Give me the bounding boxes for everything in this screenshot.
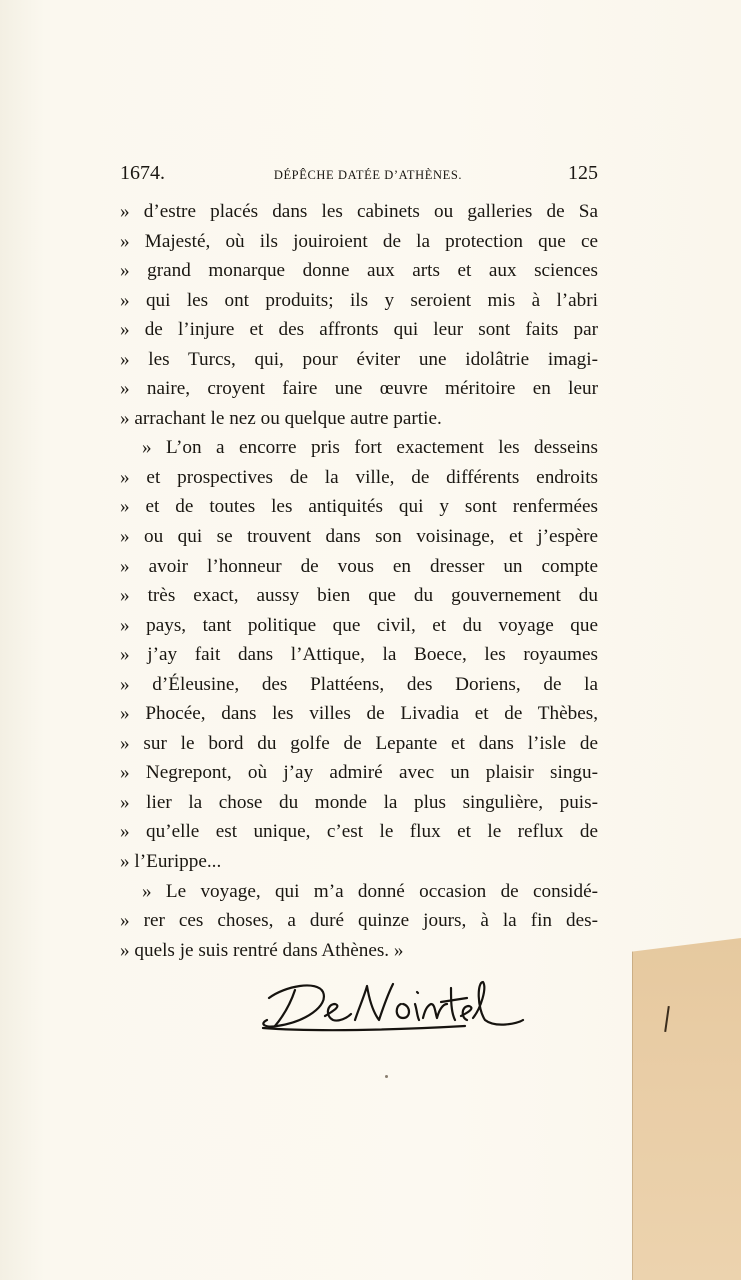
text-line: » d’estre placés dans les cabinets ou galleries de Sa	[120, 201, 598, 222]
text-line: » d’Éleusine, des Plattéens, des Doriens, de la	[120, 673, 598, 695]
text-line: » pays, tant politique que civil, et du voyage que	[120, 614, 598, 636]
text-line: » et prospectives de la ville, de différents endroits	[120, 466, 598, 488]
text-line: » de l’injure et des affronts qui leur sont faits par	[120, 319, 598, 341]
text-line: » L’on a encorre pris fort exactement les desseins	[142, 437, 598, 459]
text-line: » Majesté, où ils jouiroient de la protection que ce	[120, 230, 598, 252]
text-line: » les Turcs, qui, pour éviter une idolâtrie imagi-	[120, 348, 598, 370]
stray-mark	[385, 1075, 388, 1078]
text-line: » qui les ont produits; ils y seroient mis à l’abri	[120, 289, 598, 311]
running-header	[120, 162, 598, 188]
text-line: » j’ay fait dans l’Attique, la Boece, les royaumes	[120, 644, 598, 666]
text-line: » l’Eurippe...	[120, 851, 222, 873]
text-line: » naire, croyent faire une œuvre méritoire en leur	[120, 378, 598, 400]
text-line: » rer ces choses, a duré quinze jours, à la fin des-	[120, 910, 598, 932]
text-line: » lier la chose du monde la plus singulière, puis-	[120, 791, 598, 813]
text-line: » grand monarque donne aux arts et aux sciences	[120, 260, 598, 282]
text-line: » arrachant le nez ou quelque autre partie.	[120, 407, 442, 429]
text-line: » avoir l’honneur de vous en dresser un compte	[120, 555, 598, 577]
body-text	[120, 197, 598, 965]
header-year: 1674.	[120, 162, 165, 184]
paper-scrap	[632, 938, 741, 1280]
text-line: » Le voyage, qui m’a donné occasion de considé-	[142, 880, 598, 902]
text-line: » ou qui se trouvent dans son voisinage, et j’espère	[120, 526, 598, 548]
text-line: » très exact, aussy bien que du gouvernement du	[120, 585, 598, 607]
text-line: » quels je suis rentré dans Athènes. »	[120, 939, 404, 961]
text-line: » Phocée, dans les villes de Livadia et de Thèbes,	[120, 703, 598, 725]
page-number: 125	[568, 162, 598, 184]
text-line: » sur le bord du golfe de Lepante et dans l’isle de	[120, 732, 598, 754]
text-line: » Negrepont, où j’ay admiré avec un plaisir singu-	[120, 762, 598, 784]
text-line: » et de toutes les antiquités qui y sont renfermées	[120, 496, 598, 518]
text-line: » qu’elle est unique, c’est le flux et le reflux de	[120, 821, 598, 843]
handwritten-signature	[255, 968, 535, 1038]
running-title: DÉPÊCHE DATÉE D’ATHÈNES.	[273, 168, 463, 182]
